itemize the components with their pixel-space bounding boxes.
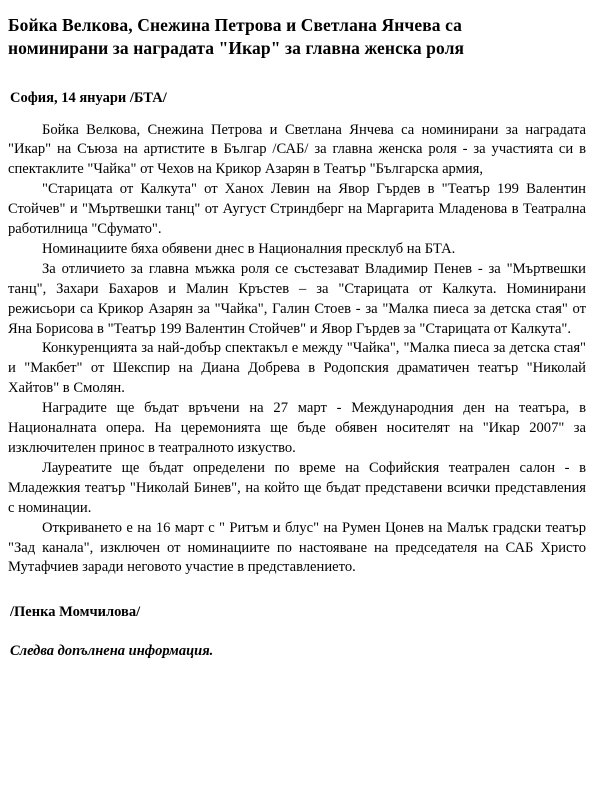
- headline-line-2: номинирани за наградата "Икар" за главна женска роля: [8, 37, 465, 58]
- paragraph: Наградите ще бъдат връчени на 27 март - Международния ден на театъра, в Националната опера. На церемонията ще бъде обявен носителят на "Икар 2007" за изключителен принос в театралното изкуство.: [8, 400, 586, 456]
- paragraph: За отличието за главна мъжка роля се състезават Владимир Пенев - за "Мъртвешки танц", Захари Бахаров и Малин Кръстев – за "Старицата от Калкута. Номинирани режисьори са Крикор Азарян за "Чайка", Галин Стоев - за "Малка пиеса за детска стая" от Яна Борисова в "Театър 199 Валентин Стойчев" и Явор Гърдев за "Старицата от Калкута".: [8, 260, 586, 337]
- page-title: [8, 14, 586, 60]
- paragraph: Откриването е на 16 март с " Ритъм и блус" на Румен Цонев на Малък градски театър "Зад канала", изключен от номинациите по настояване на председателя на САБ Христо Мутафчиев заради неговото участие в представлението.: [8, 519, 586, 576]
- author-signature: /Пенка Момчилова/: [10, 604, 141, 621]
- headline-line-1: Бойка Велкова, Снежина Петрова и Светлана Янчева са: [8, 15, 463, 35]
- paragraph: Бойка Велкова, Снежина Петрова и Светлана Янчева са номинирани за наградата "Икар" на Съюза на артистите в Българ /САБ/ за главна женска роля - за участията си в спектаклите "Чайка" от Чехов на Крикор Азарян в Театър "Българска армия,: [8, 121, 586, 178]
- footer-note: Следва допълнена информация.: [10, 643, 214, 660]
- paragraph: Лауреатите ще бъдат определени по време на Софийския театрален салон - в Младежкия театър "Николай Бинев", на който ще бъдат представени всички представления с номинации.: [8, 459, 586, 516]
- dateline: София, 14 януари /БТА/: [10, 89, 167, 106]
- paragraph: Номинациите бяха обявени днес в Националния пресклуб на БТА.: [42, 240, 456, 257]
- article-body: [8, 121, 586, 579]
- paragraph: "Старицата от Калкута" от Ханох Левин на Явор Гърдев в "Театър 199 Валентин Стойчев" и "Мъртвешки танц" от Аугуст Стриндберг на Маргарита Младенова в Театрална работилница "Сфумато".: [8, 181, 586, 238]
- paragraph: Конкуренцията за най-добър спектакъл е между "Чайка", "Малка пиеса за детска стая" и "Макбет" от Шекспир на Диана Добрева в Родопския драматичен театър "Николай Хайтов" в Смолян.: [8, 340, 586, 397]
